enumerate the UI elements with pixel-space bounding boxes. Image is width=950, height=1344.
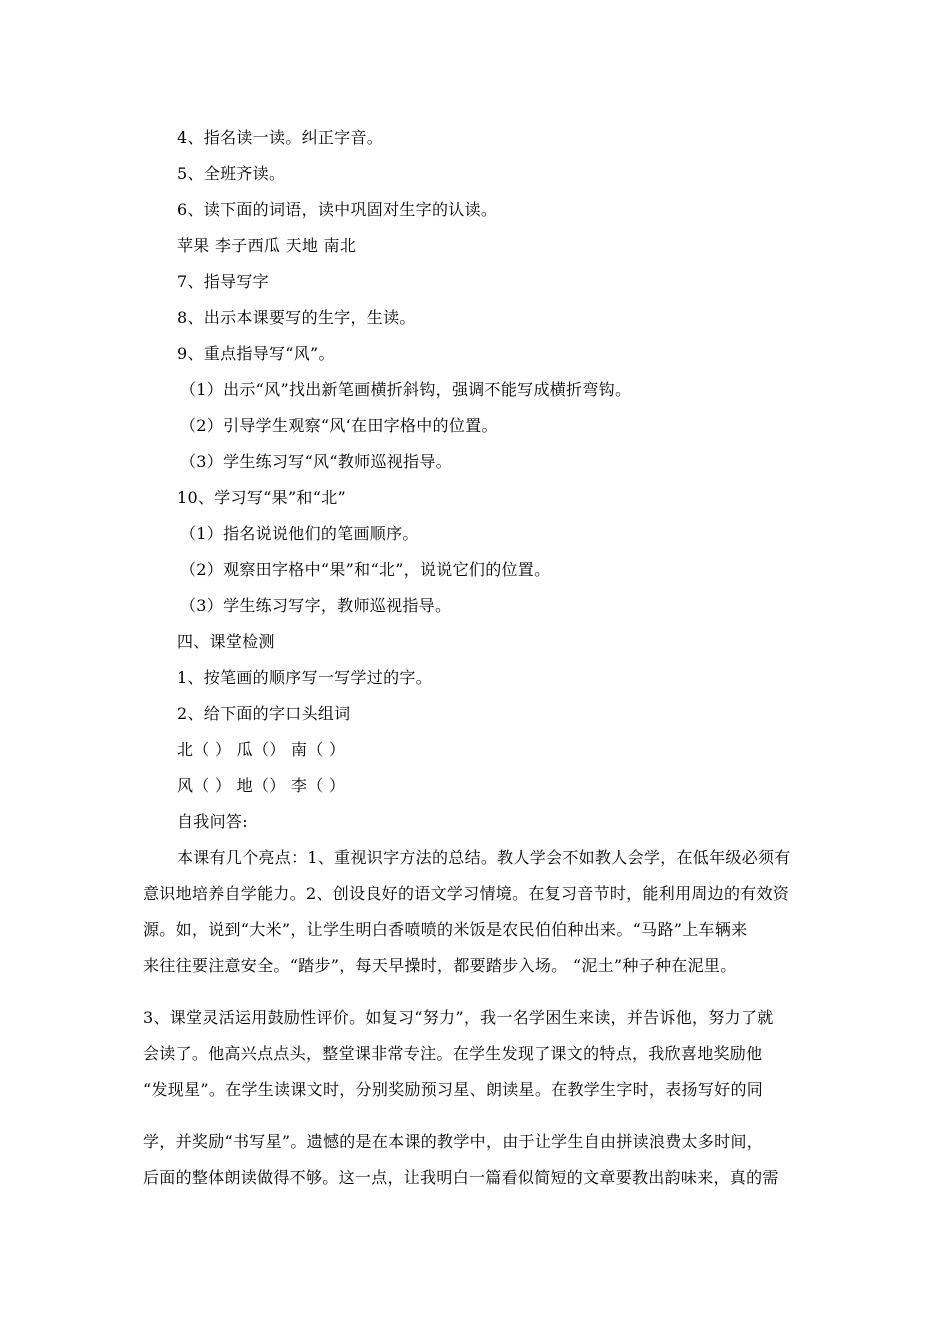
reflection-line-7: “发现星”。在学生读课文时，分别奖励预习星、朗读星。在教学生字时，表扬写好的同 [143, 1080, 764, 1099]
check-item-2: 2、给下面的字口头组词 [177, 704, 351, 723]
reflection-line-4: 来往往要注意安全。“踏步”，每天早操时，都要踏步入场。 “泥土”种子种在泥里。 [143, 956, 737, 975]
step-9-sub-1: （1）出示“风”找出新笔画横折斜钩，强调不能写成横折弯钩。 [180, 380, 632, 399]
step-10-sub-3: （3）学生练习写字，教师巡视指导。 [180, 596, 452, 615]
section-heading: 四、课堂检测 [177, 632, 275, 651]
word-list-line: 苹果 李子西瓜 天地 南北 [177, 236, 357, 255]
check-item-1: 1、按笔画的顺序写一写学过的字。 [177, 668, 432, 687]
reflection-line-3: 源。如，说到“大米”，让学生明白香喷喷的米饭是农民伯伯种出来。“马路”上车辆来 [143, 920, 748, 939]
step-5-line: 5、全班齐读。 [177, 164, 286, 183]
reflection-line-9: 后面的整体朗读做得不够。这一点，让我明白一篇看似简短的文章要教出韵味来，真的需 [143, 1168, 779, 1187]
step-10-sub-1: （1）指名说说他们的笔画顺序。 [180, 524, 419, 543]
step-7-line: 7、指导写字 [177, 272, 269, 291]
word-group-row-2: 风（ ） 地（） 李（ ） [177, 776, 346, 795]
step-10-sub-2: （2）观察田字格中“果”和“北”，说说它们的位置。 [180, 560, 551, 579]
self-qa-heading: 自我问答: [177, 812, 248, 831]
step-9-sub-2: （2）引导学生观察“风‘在田字格中的位置。 [180, 416, 498, 435]
reflection-line-1: 本课有几个亮点：1、重视识字方法的总结。教人学会不如教人会学，在低年级必须有 [177, 848, 791, 867]
reflection-line-6: 会读了。他高兴点点头，整堂课非常专注。在学生发现了课文的特点，我欣喜地奖励他 [143, 1044, 763, 1063]
word-group-row-1: 北（ ） 瓜（） 南（ ） [177, 740, 346, 759]
reflection-line-2: 意识地培养自学能力。2、创设良好的语文学习情境。在复习音节时，能利用周边的有效资 [143, 884, 790, 903]
reflection-line-5: 3、课堂灵活运用鼓励性评价。如复习“努力”，我一名学困生来读，并告诉他，努力了就 [143, 1008, 774, 1027]
reflection-line-8: 学，并奖励“书写星”。遗憾的是在本课的教学中，由于让学生自由拼读浪费太多时间， [143, 1132, 764, 1151]
step-8-line: 8、出示本课要写的生字，生读。 [177, 308, 416, 327]
step-9-sub-3: （3）学生练习写“风“教师巡视指导。 [180, 452, 452, 471]
step-10-line: 10、学习写“果”和“北” [177, 488, 346, 507]
step-9-line: 9、重点指导写“风”。 [177, 344, 335, 363]
step-4-line: 4、指名读一读。纠正字音。 [177, 128, 384, 147]
step-6-line: 6、读下面的词语，读中巩固对生字的认读。 [177, 200, 498, 219]
